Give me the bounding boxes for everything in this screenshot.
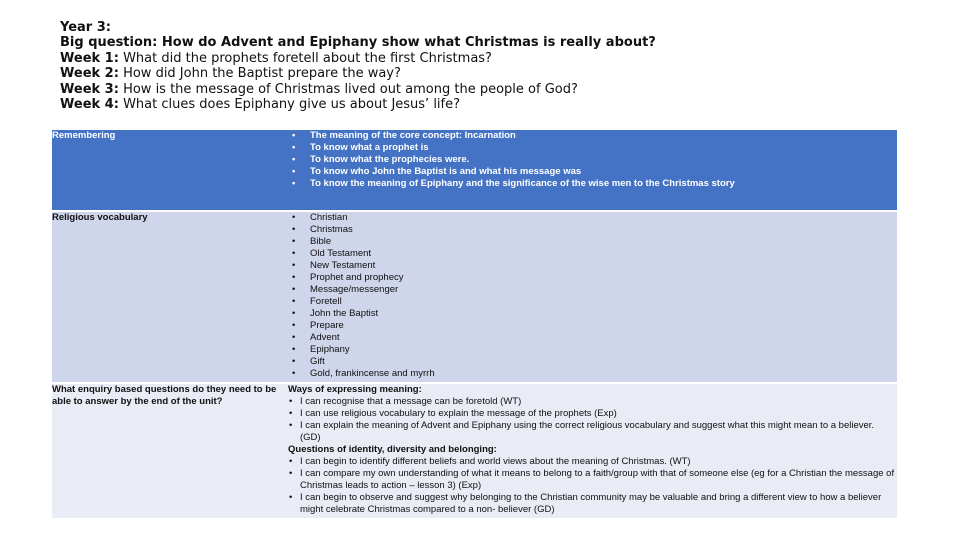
list-item: • To know who John the Baptist is and what his message was — [288, 166, 897, 178]
row-content-remembering — [288, 130, 897, 211]
table-row-enquiry — [52, 383, 897, 519]
remembering-list — [288, 130, 897, 190]
list-item: • Foretell — [288, 296, 897, 308]
header-week-3: Week 3: How is the message of Christmas lived out among the people of God? — [60, 81, 578, 97]
list-item: • Old Testament — [288, 248, 897, 260]
unit-table — [52, 130, 897, 520]
list-item: • The meaning of the core concept: Incarnation — [288, 130, 897, 142]
list-item: • Gold, frankincense and myrrh — [288, 368, 897, 380]
list-item: • Christmas — [288, 224, 897, 236]
list-item: • I can explain the meaning of Advent and Epiphany using the correct religious vocabulary and suggest what this might mean to a believer. (GD) — [288, 420, 897, 444]
list-item: • To know what the prophecies were. — [288, 154, 897, 166]
table-row-vocabulary — [52, 211, 897, 383]
heading-expressing-meaning: Ways of expressing meaning: — [288, 384, 422, 395]
list-item: • I can recognise that a message can be foretold (WT) — [288, 396, 897, 408]
list-item: • To know what a prophet is — [288, 142, 897, 154]
header-week-1: Week 1: What did the prophets foretell about the first Christmas? — [60, 50, 492, 66]
list-item: • Prophet and prophecy — [288, 272, 897, 284]
unit-header — [60, 20, 940, 112]
row-label-enquiry: What enquiry based questions do they need to be able to answer by the end of the unit? — [52, 383, 288, 519]
list-item: • I can begin to observe and suggest why belonging to the Christian community may be valuable and bring a different view to how a believer might celebrate Christmas compared to a non- believer (GD) — [288, 492, 897, 516]
list-item: • Advent — [288, 332, 897, 344]
table-row-remembering — [52, 130, 897, 211]
list-item: • I can use religious vocabulary to explain the message of the prophets (Exp) — [288, 408, 897, 420]
header-big-question: Big question: How do Advent and Epiphany show what Christmas is really about? — [60, 35, 656, 51]
list-item: • Epiphany — [288, 344, 897, 356]
list-item: • New Testament — [288, 260, 897, 272]
identity-diversity-list — [288, 456, 897, 516]
header-week-4: Week 4: What clues does Epiphany give us about Jesus’ life? — [60, 97, 461, 113]
list-item: • Message/messenger — [288, 284, 897, 296]
heading-identity-diversity: Questions of identity, diversity and belonging: — [288, 444, 497, 455]
row-label-remembering: Remembering — [52, 130, 288, 211]
vocabulary-list — [288, 212, 897, 380]
list-item: • I can begin to identify different beliefs and world views about the meaning of Christmas. (WT) — [288, 456, 897, 468]
list-item: • Gift — [288, 356, 897, 368]
list-item: • To know the meaning of Epiphany and the significance of the wise men to the Christmas story — [288, 178, 897, 190]
list-item: • John the Baptist — [288, 308, 897, 320]
row-label-vocabulary: Religious vocabulary — [52, 211, 288, 383]
list-item: • Christian — [288, 212, 897, 224]
list-item: • Bible — [288, 236, 897, 248]
list-item: • I can compare my own understanding of what it means to belong to a faith/group with that of someone else (eg for a Christian the message of Christmas leads to action – lesson 3) (Exp) — [288, 468, 897, 492]
row-content-vocabulary — [288, 211, 897, 383]
row-content-enquiry — [288, 383, 897, 519]
header-year: Year 3: — [60, 20, 111, 35]
expressing-meaning-list — [288, 396, 897, 444]
header-week-2: Week 2: How did John the Baptist prepare the way? — [60, 66, 401, 82]
list-item: • Prepare — [288, 320, 897, 332]
